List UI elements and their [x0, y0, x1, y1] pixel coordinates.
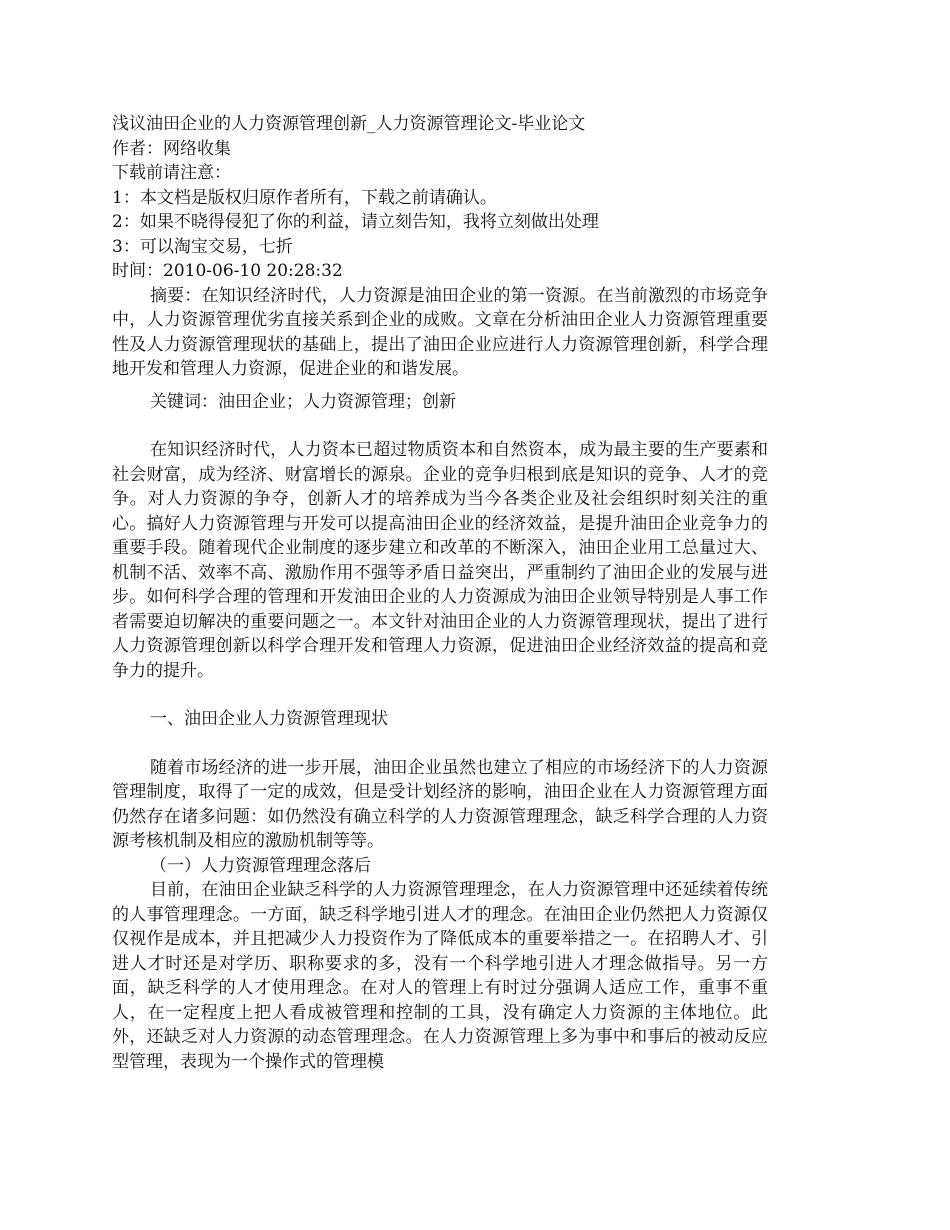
notice-item-1: 1：本文档是版权归原作者所有，下载之前请确认。 — [112, 187, 497, 208]
section-1-paragraph: 随着市场经济的进一步开展，油田企业虽然也建立了相应的市场经济下的人力资源管理制度，取得了一定的成效，但是受计划经济的影响，油田企业在人力资源管理方面仍然存在诸多问题：如仍然没有确立科学的人力资源管理理念，缺乏科学合理的人力资源考核机制及相应的激励机制等等。 — [112, 757, 768, 851]
notice-item-2: 2：如果不晓得侵犯了你的利益，请立刻告知，我将立刻做出处理 — [112, 212, 599, 232]
intro-paragraph: 在知识经济时代，人力资本已超过物质资本和自然资本，成为最主要的生产要素和社会财富，成为经济、财富增长的源泉。企业的竞争归根到底是知识的竞争、人才的竞争。对人力资源的争夺，创新人才的培养成为当今各类企业及社会组织时刻关注的重心。搞好人力资源管理与开发可以提高油田企业的经济效益，是提升油田企业竞争力的重要手段。随着现代企业制度的逐步建立和改革的不断深入，油田企业用工总量过大、机制不活、效率不高、激励作用不强等矛盾日益突出，严重制约了油田企业的发展与进步。如何科学合理的管理和开发油田企业的人力资源成为油田企业领导特别是人事工作者需要迫切解决的重要问题之一。本文针对油田企业的人力资源管理现状，提出了进行人力资源管理创新以科学合理开发和管理人力资源，促进油田企业经济效益的提高和竞争力的提升。 — [112, 440, 768, 681]
notice-item-3: 3：可以淘宝交易，七折 — [112, 236, 293, 257]
subsection-1-paragraph: 目前，在油田企业缺乏科学的人力资源管理理念，在人力资源管理中还延续着传统的人事管理理念。一方面，缺乏科学地引进人才的理念。在油田企业仍然把人力资源仅仅视作是成本，并且把减少人力投资作为了降低成本的重要举措之一。在招聘人才、引进人才时还是对学历、职称要求的多，没有一个科学地引进人才理念做指导。另一方面，缺乏科学的人才使用理念。在对人的管理上有时过分强调人适应工作，重事不重人，在一定程度上把人看成被管理和控制的工具，没有确定人力资源的主体地位。此外，还缺乏对人力资源的动态管理理念。在人力资源管理上多为事中和事后的被动反应型管理，表现为一个操作式的管理模 — [112, 880, 768, 1072]
timestamp-line: 时间：2010-06-10 20:28:32 — [112, 261, 343, 281]
abstract-paragraph: 摘要：在知识经济时代，人力资源是油田企业的第一资源。在当前激烈的市场竞争中，人力资源管理优劣直接关系到企业的成败。文章在分析油田企业人力资源管理重要性及人力资源管理现状的基础上，提出了油田企业应进行人力资源管理创新，科学合理地开发和管理人力资源，促进企业的和谐发展。 — [112, 285, 768, 379]
subsection-1-heading: （一）人力资源管理理念落后 — [150, 855, 371, 876]
document-title: 浅议油田企业的人力资源管理创新_人力资源管理论文-毕业论文 — [112, 114, 586, 134]
keywords-line: 关键词：油田企业；人力资源管理；创新 — [150, 391, 456, 412]
author-line: 作者：网络收集 — [112, 138, 231, 159]
section-1-heading: 一、油田企业人力资源管理现状 — [150, 709, 388, 729]
document-page — [112, 112, 768, 1074]
notice-heading: 下载前请注意： — [112, 163, 231, 183]
